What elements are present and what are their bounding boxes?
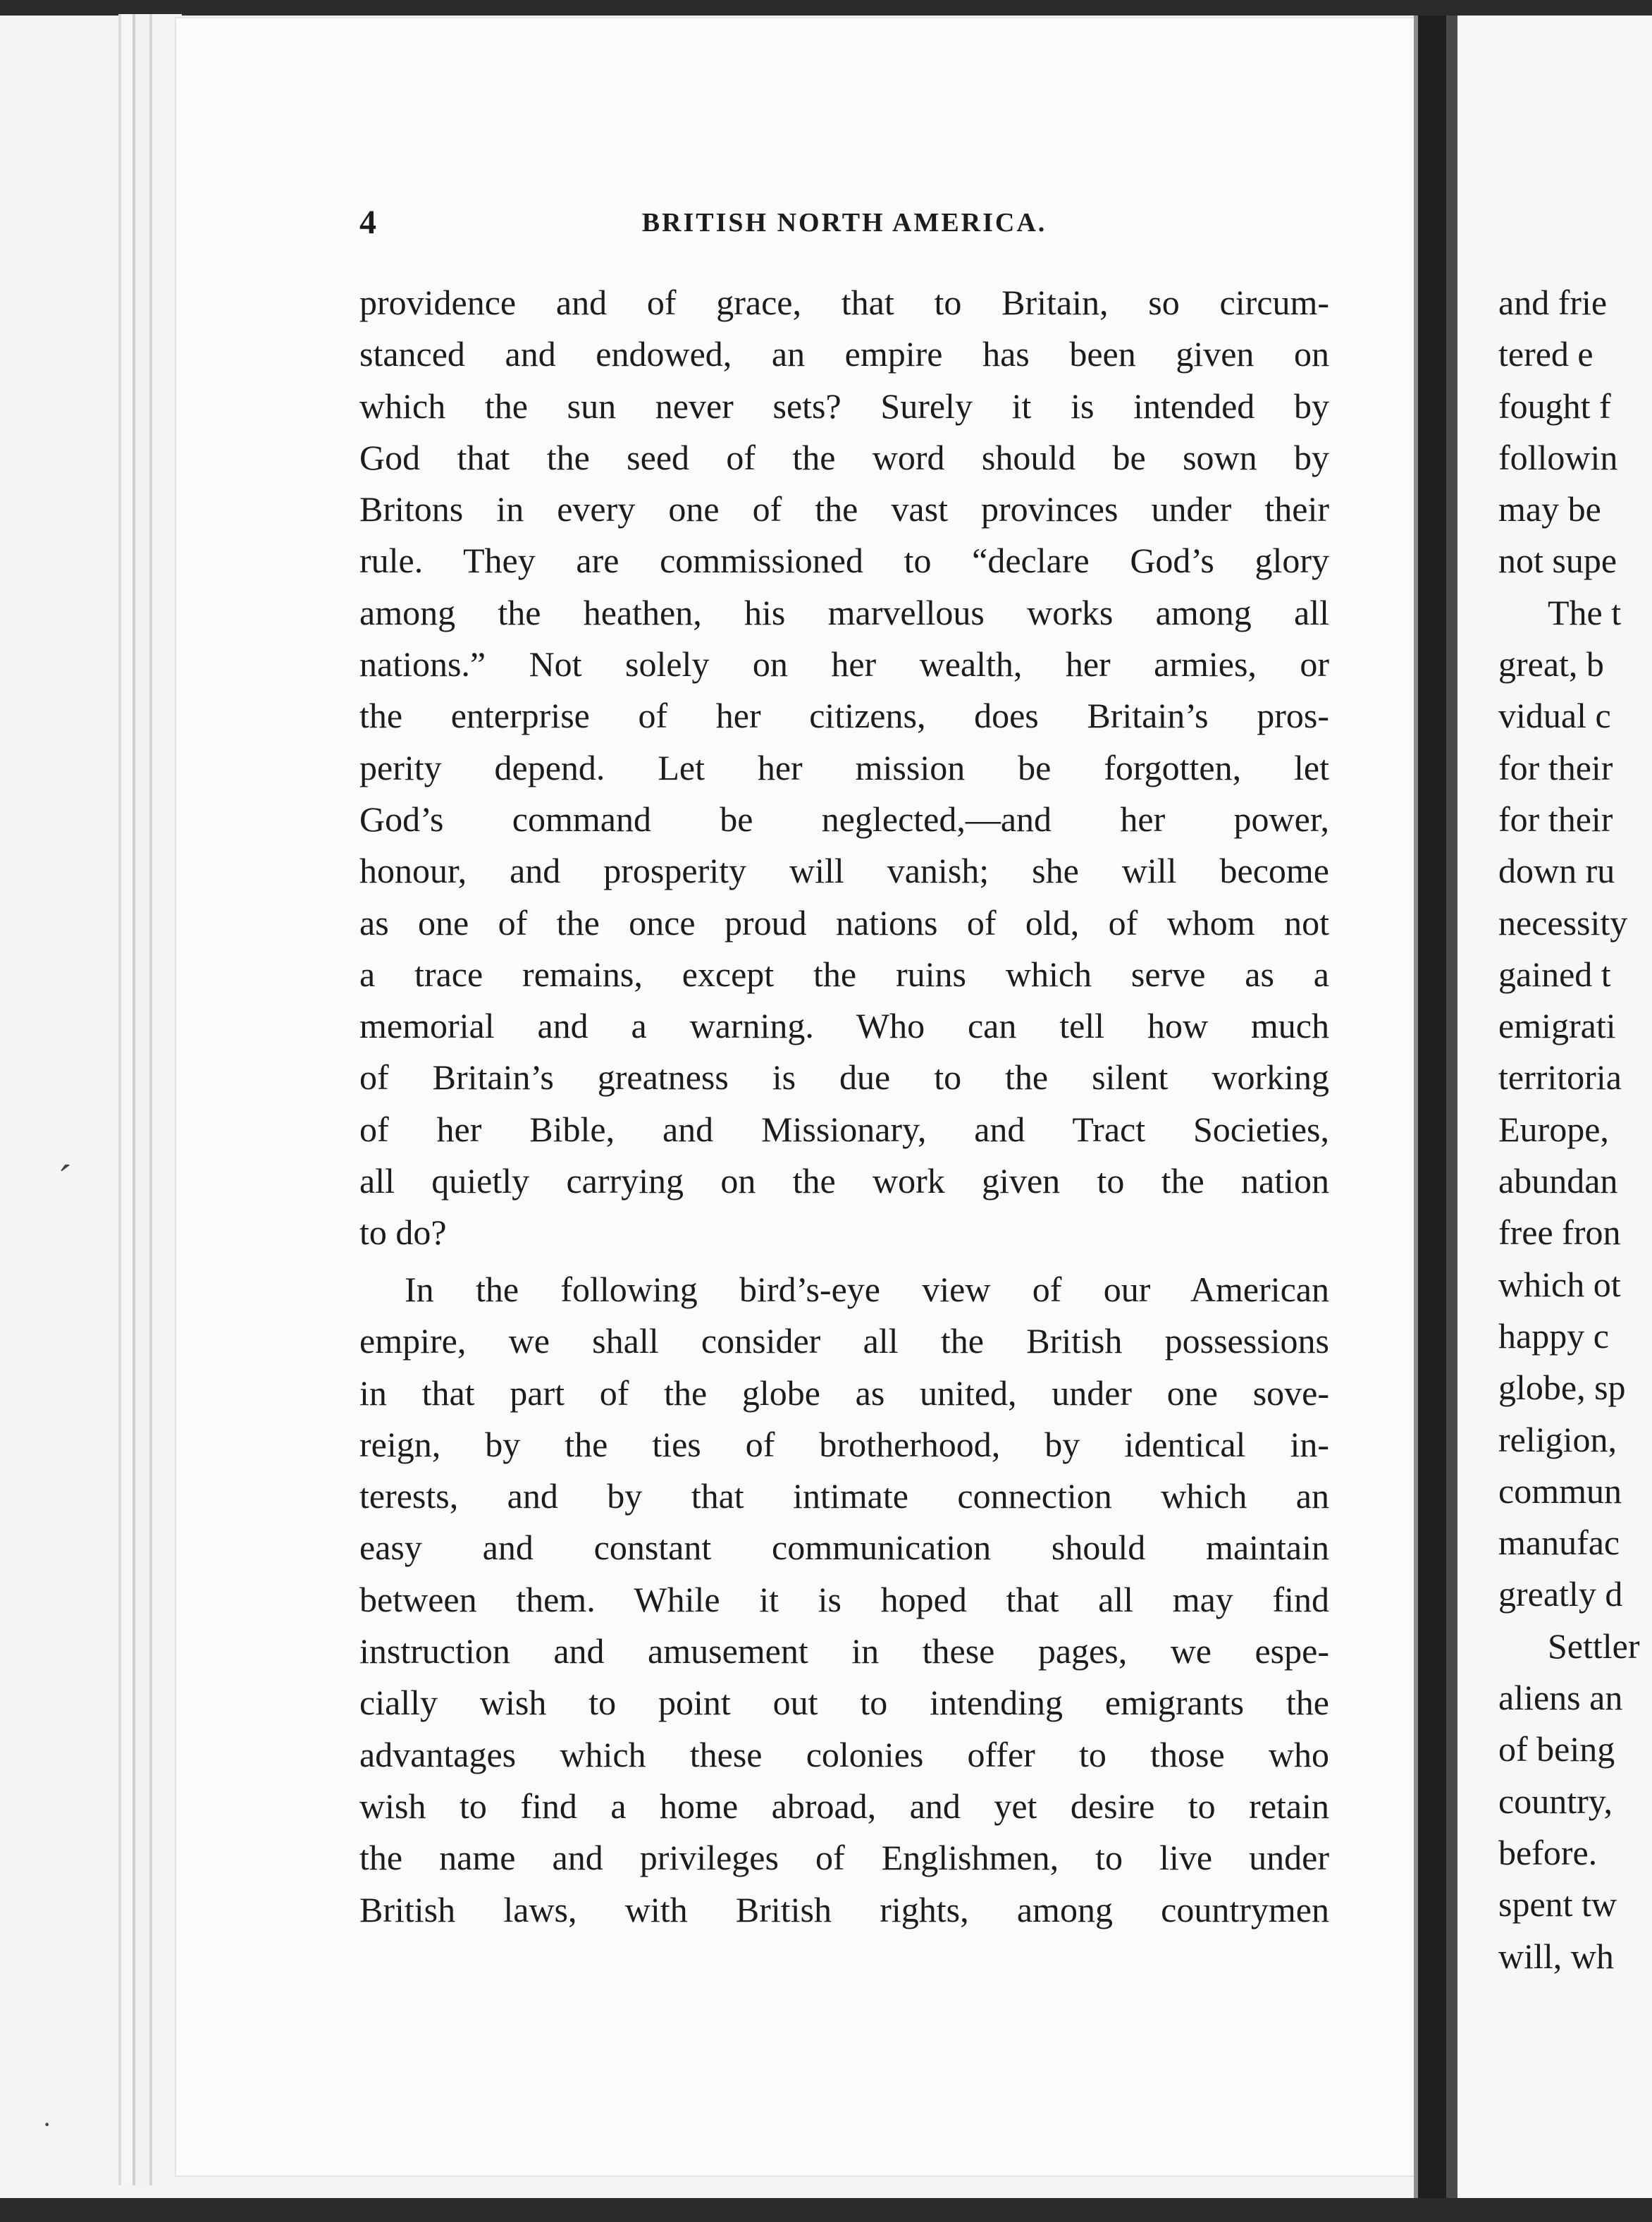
text-line: British laws, with British rights, among countrymen [359, 1889, 1329, 1929]
text-line: tered e [1498, 334, 1594, 374]
text-line: terests, and by that intimate connection which an [359, 1476, 1329, 1516]
text-line: in that part of the globe as united, under one sove- [359, 1373, 1329, 1413]
paragraph-1 [359, 277, 1329, 1259]
text-line: greatly d [1498, 1574, 1623, 1614]
text-line: cially wish to point out to intending emigrants the [359, 1683, 1329, 1723]
text-line: before. [1498, 1832, 1598, 1872]
text-line: honour, and prosperity will vanish; she will become [359, 851, 1329, 891]
text-line: a trace remains, except the ruins which serve as a [359, 954, 1329, 994]
text-line: the name and privileges of Englishmen, to live under [359, 1838, 1329, 1878]
text-line: will, wh [1498, 1936, 1614, 1976]
text-line: happy c [1498, 1315, 1609, 1356]
text-line: country, [1498, 1781, 1613, 1821]
text-line: vidual c [1498, 696, 1611, 736]
text-line: religion, [1498, 1419, 1617, 1459]
book-gutter [1414, 16, 1457, 2201]
text-line: spent tw [1498, 1884, 1617, 1925]
page-title: BRITISH NORTH AMERICA. [641, 208, 1047, 238]
text-line: not supe [1498, 541, 1617, 581]
text-line: Britons in every one of the vast provinces under their [359, 489, 1329, 529]
paragraph-2 [359, 1264, 1329, 1936]
text-line: nations.” Not solely on her wealth, her armies, or [359, 644, 1329, 685]
text-line: aliens an [1498, 1678, 1623, 1718]
text-line: advantages which these colonies offer to those who [359, 1734, 1329, 1774]
text-line: free fron [1498, 1213, 1621, 1253]
text-line: to do? [359, 1213, 447, 1253]
text-line: great, b [1498, 644, 1604, 685]
text-line: Settler [1548, 1626, 1640, 1666]
text-line: wish to find a home abroad, and yet desire to retain [359, 1786, 1329, 1826]
text-line: memorial and a warning. Who can tell how much [359, 1006, 1329, 1046]
text-line: abundan [1498, 1161, 1618, 1201]
text-line: between them. While it is hoped that all may find [359, 1579, 1329, 1619]
ink-mark: ˊ [58, 1157, 72, 1203]
text-line: globe, sp [1498, 1368, 1626, 1408]
text-line: may be [1498, 489, 1601, 529]
text-line: of Britain’s greatness is due to the silent working [359, 1057, 1329, 1098]
text-line: perity depend. Let her mission be forgotten, let [359, 747, 1329, 787]
text-line: stanced and endowed, an empire has been given on [359, 334, 1329, 374]
page-number: 4 [359, 204, 376, 241]
text-line: the enterprise of her citizens, does Britain’s pros- [359, 696, 1329, 736]
text-line: commun [1498, 1471, 1622, 1511]
text-line: for their [1498, 799, 1613, 839]
text-line: Europe, [1498, 1109, 1609, 1149]
text-line: followin [1498, 437, 1618, 477]
text-line: The t [1548, 592, 1622, 632]
text-line: gained t [1498, 954, 1611, 994]
text-line: instruction and amusement in these pages, we espe- [359, 1631, 1329, 1671]
text-line: In the following bird’s-eye view of our American [405, 1270, 1329, 1309]
text-line: reign, by the ties of brotherhood, by identical in- [359, 1424, 1329, 1464]
text-line: emigrati [1498, 1006, 1616, 1046]
text-line: all quietly carrying on the work given to the nation [359, 1161, 1329, 1201]
text-line: rule. They are commissioned to “declare God’s glory [359, 541, 1329, 581]
text-line: necessity [1498, 902, 1628, 943]
text-line: down ru [1498, 851, 1615, 891]
text-line: easy and constant communication should maintain [359, 1528, 1329, 1568]
running-head [359, 203, 1329, 245]
text-line: and frie [1498, 283, 1608, 322]
text-line: God’s command be neglected,—and her power, [359, 799, 1329, 839]
scan-border-top [0, 0, 1652, 16]
text-line: God that the seed of the word should be sown by [359, 437, 1329, 477]
text-line: manufac [1498, 1523, 1620, 1563]
text-line: providence and of grace, that to Britain, so circum- [359, 283, 1329, 322]
right-page-text [1498, 277, 1652, 1982]
page-stack-edge [118, 14, 182, 2185]
text-line: empire, we shall consider all the British possessions [359, 1321, 1329, 1361]
text-line: for their [1498, 747, 1613, 787]
text-line: which ot [1498, 1264, 1621, 1304]
text-line: among the heathen, his marvellous works among all [359, 592, 1329, 632]
scan-border-bottom [0, 2198, 1652, 2222]
text-line: as one of the once proud nations of old, of whom not [359, 902, 1329, 943]
text-line: of being [1498, 1729, 1615, 1769]
text-line: which the sun never sets? Surely it is intended by [359, 386, 1329, 426]
text-line: fought f [1498, 386, 1611, 426]
ink-mark: · [42, 2109, 52, 2140]
text-line: of her Bible, and Missionary, and Tract Societies, [359, 1109, 1329, 1149]
text-line: territoria [1498, 1057, 1622, 1098]
